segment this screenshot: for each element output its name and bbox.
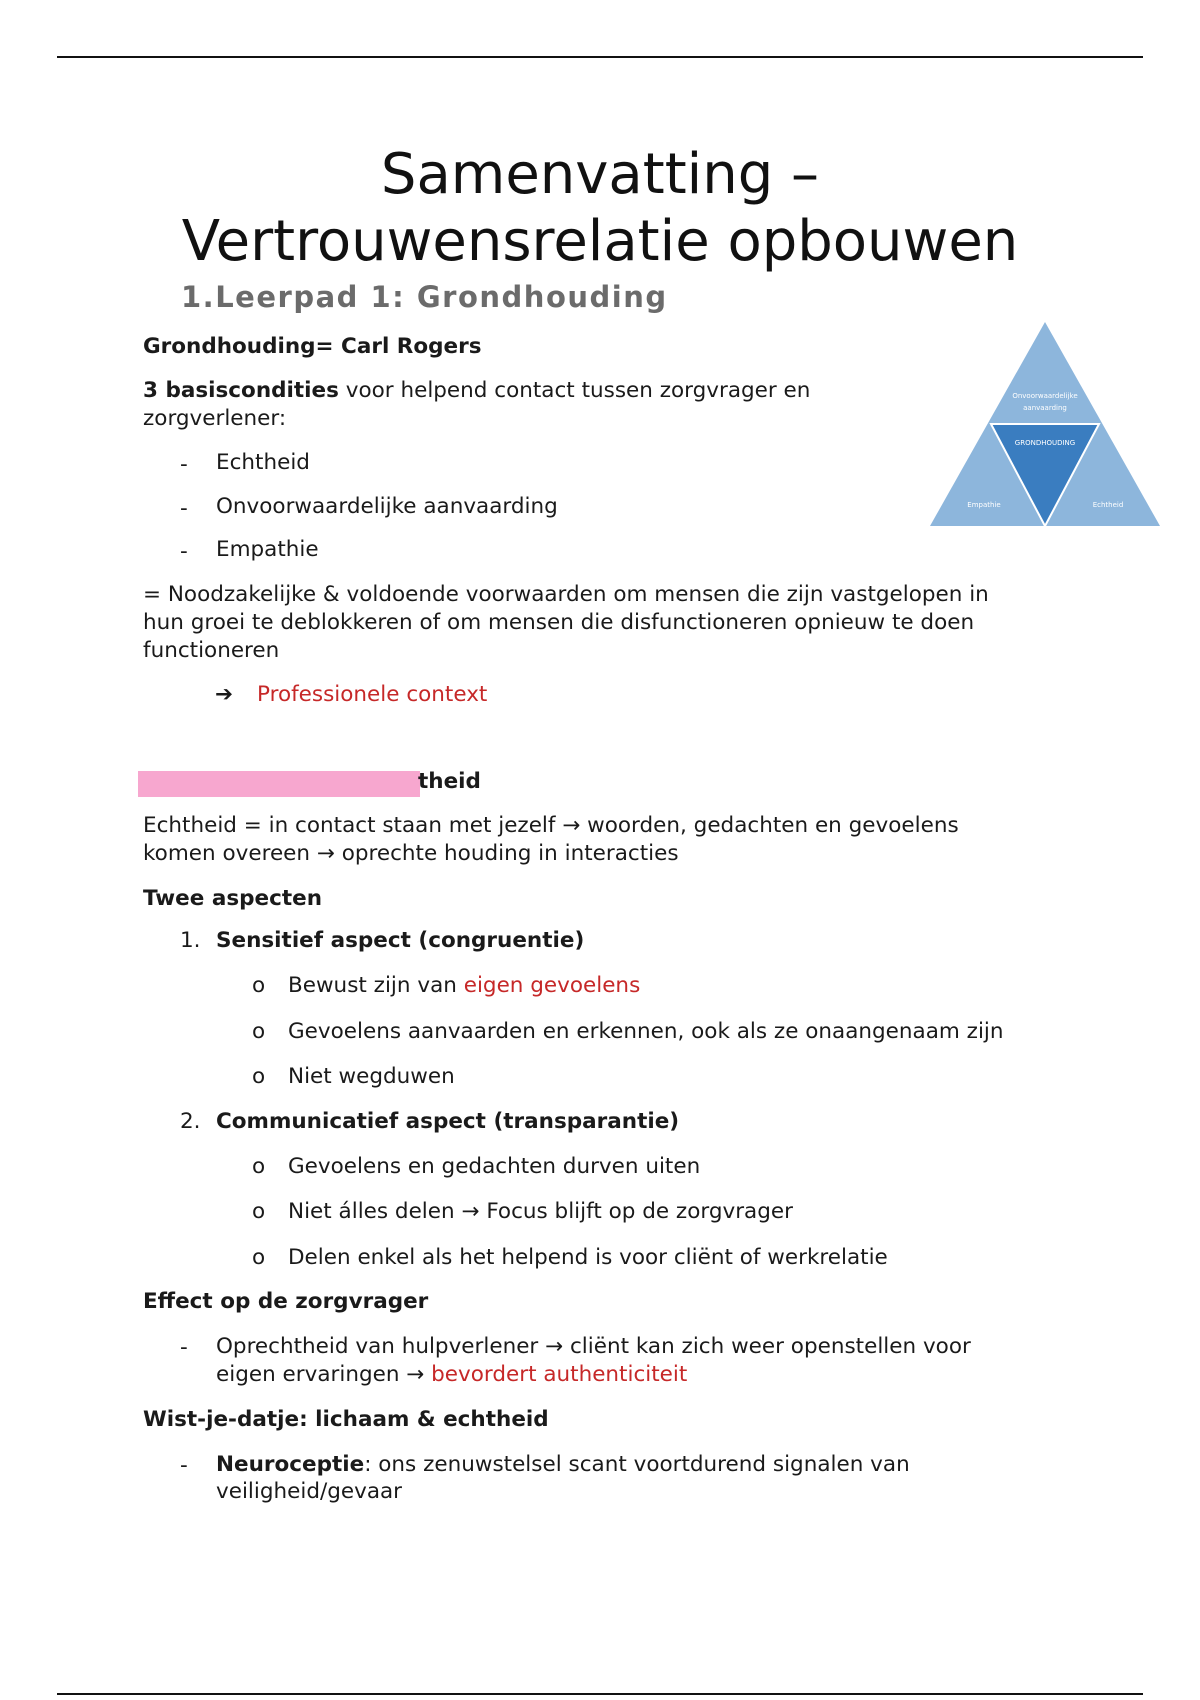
wist-heading: Wist-je-datje: lichaam & echtheid bbox=[143, 1407, 549, 1432]
diagram-center-label: GRONDHOUDING bbox=[1014, 439, 1076, 447]
dash-marker: - bbox=[180, 539, 188, 564]
bevordert-authenticiteit: bevordert authenticiteit bbox=[431, 1362, 688, 1387]
aspect-2-item-2: Niet álles delen → Focus blijft op de zorgvrager bbox=[288, 1199, 793, 1224]
section-heading bbox=[181, 280, 668, 314]
arrow-icon: ➔ bbox=[215, 682, 234, 707]
sub-marker: o bbox=[252, 1154, 266, 1179]
definition-line-1: = Noodzakelijke & voldoende voorwaarden om mensen die zijn vastgelopen in bbox=[143, 582, 989, 607]
effect-line-2 bbox=[216, 1361, 687, 1389]
aspect-1-item-1 bbox=[288, 972, 640, 1000]
aspect-1-item-3: Niet wegduwen bbox=[288, 1064, 455, 1089]
heading-text: Leerpad 1: Grondhouding bbox=[215, 280, 668, 314]
eigen-gevoelens: eigen gevoelens bbox=[463, 973, 641, 998]
effect-heading: Effect op de zorgvrager bbox=[143, 1289, 429, 1314]
diagram-top-label-2: aanvaarding bbox=[1023, 404, 1067, 412]
neuroceptie-line-2: veiligheid/gevaar bbox=[216, 1479, 403, 1504]
sub-marker: o bbox=[252, 1019, 266, 1044]
dash-marker: - bbox=[180, 496, 188, 521]
effect-line-1: Oprechtheid van hulpverlener → cliënt kan zich weer openstellen voor bbox=[216, 1334, 971, 1359]
bottom-rule bbox=[57, 1693, 1143, 1695]
aspect-1-item-1-text: Bewust zijn van bbox=[288, 973, 464, 998]
title-line-2: Vertrouwensrelatie opbouwen bbox=[181, 209, 1019, 274]
grondhouding-diagram bbox=[926, 318, 1164, 530]
condition-item: Echtheid bbox=[216, 450, 310, 475]
condition-item: Onvoorwaardelijke aanvaarding bbox=[216, 494, 558, 519]
sub-marker: o bbox=[252, 1064, 266, 1089]
aspect-2-item-1: Gevoelens en gedachten durven uiten bbox=[288, 1154, 701, 1179]
dash-marker: - bbox=[180, 1335, 188, 1360]
heading-number: 1. bbox=[181, 280, 216, 314]
professional-context: Professionele context bbox=[257, 682, 488, 707]
condition-item: Empathie bbox=[216, 537, 319, 562]
dash-marker: - bbox=[180, 1453, 188, 1478]
top-rule bbox=[57, 56, 1143, 58]
aspect-2-title: Communicatief aspect (transparantie) bbox=[216, 1109, 680, 1134]
neuroceptie-line-1 bbox=[216, 1451, 910, 1479]
aspect-2-number: 2. bbox=[180, 1109, 201, 1134]
effect-line-2-text: eigen ervaringen → bbox=[216, 1362, 432, 1387]
basis-line-2: zorgverlener: bbox=[143, 406, 287, 431]
diagram-left-label: Empathie bbox=[967, 501, 1001, 509]
echtheid-line-1: Echtheid = in contact staan met jezelf → woorden, gedachten en gevoelens bbox=[143, 813, 959, 838]
aspect-1-title: Sensitief aspect (congruentie) bbox=[216, 928, 585, 953]
title-line-1: Samenvatting – bbox=[380, 142, 820, 207]
basis-bold: 3 basiscondities bbox=[143, 378, 339, 403]
sub-marker: o bbox=[252, 1245, 266, 1270]
aspect-1-item-2: Gevoelens aanvaarden en erkennen, ook als ze onaangenaam zijn bbox=[288, 1019, 1004, 1044]
basis-rest: voor helpend contact tussen zorgvrager en bbox=[338, 378, 811, 403]
echtheid-line-2: komen overeen → oprechte houding in interacties bbox=[143, 841, 679, 866]
diagram-right-label: Echtheid bbox=[1092, 501, 1124, 509]
sub-marker: o bbox=[252, 1199, 266, 1224]
basis-line-1 bbox=[143, 377, 810, 405]
aspect-2-item-3: Delen enkel als het helpend is voor cliënt of werkrelatie bbox=[288, 1245, 888, 1270]
neuroceptie-term: Neuroceptie bbox=[216, 1452, 365, 1477]
sub-marker: o bbox=[252, 973, 266, 998]
dash-marker: - bbox=[180, 452, 188, 477]
twee-aspecten-heading: Twee aspecten bbox=[143, 886, 323, 911]
aspect-1-number: 1. bbox=[180, 928, 201, 953]
section-tail: theid bbox=[418, 769, 481, 794]
definition-line-2: hun groei te deblokkeren of om mensen die disfunctioneren opnieuw te doen bbox=[143, 610, 975, 635]
definition-line-3: functioneren bbox=[143, 638, 280, 663]
highlight-mark bbox=[138, 771, 420, 797]
neuroceptie-rest: : ons zenuwstelsel scant voortdurend signalen van bbox=[364, 1452, 910, 1477]
diagram-top-label-1: Onvoorwaardelijke bbox=[1012, 392, 1078, 400]
grondhouding-label: Grondhouding= Carl Rogers bbox=[143, 334, 482, 359]
